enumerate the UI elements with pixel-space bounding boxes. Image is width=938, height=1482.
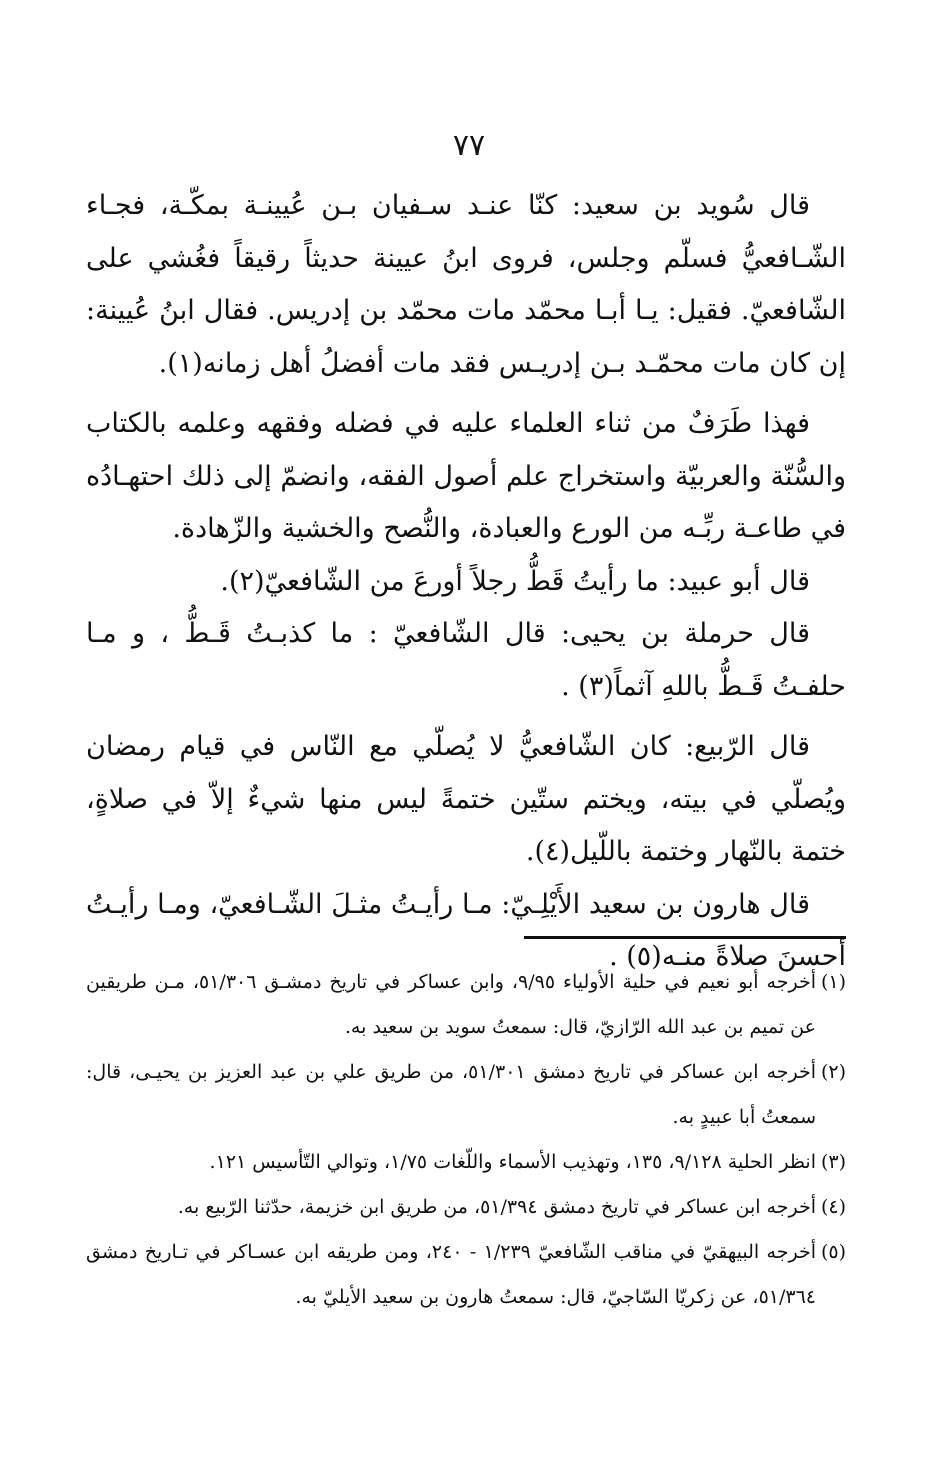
paragraph-4: قال حرملة بن يحيى: قال الشّافعيّ : ما كذبـتُ قَـطُّ ، و مـا حلفـتُ قَـطُّ باللهِ آثماً(٣) . — [86, 618, 846, 702]
paragraph-2: فهذا طَرَفٌ من ثناء العلماء عليه في فضله وفقهه وعلمه بالكتاب والسُّنّة والعربيّة واستخراج علم أصول الفقه، وانضمّ إلى ذلك احتهـادُه في طاعـة ربِّـه من الورع والعبادة، والنُّصح والخشية والزّهادة. — [86, 408, 846, 544]
paragraph-5: قال الرّبيع: كان الشّافعيُّ لا يُصلّي مع النّاس في قيام رمضان ويُصلّي في بيته، ويختم ستّين ختمةً ليس منها شيءٌ إلاّ في صلاةٍ، ختمة بالنّهار وختمة باللّيل(٤). — [86, 731, 846, 867]
footnote-text: أخرجه البيهقيّ في مناقب الشّافعيّ ١/٢٣٩ - ٢٤٠، ومن طريقه ابن عسـاكر في تـاريخ دمشق ٥١/٣٦٤، عن زكريّا السّاجيّ، قال: سمعتُ هارون بن سعيد الأيليّ به. — [86, 1241, 816, 1308]
footnote-number: (١) — [820, 971, 846, 993]
footnote-text: انظر الحلية ٩/١٢٨، ١٣٥، وتهذيب الأسماء واللّغات ١/٧٥، وتوالي التّأسيس ١٢١. — [209, 1151, 816, 1173]
paragraph-3: قال أبو عبيد: ما رأيتُ قَطُّ رجلاً أورعَ من الشّافعيّ(٢). — [220, 565, 810, 597]
main-text — [86, 180, 846, 984]
footnote-number: (٢) — [820, 1061, 846, 1083]
page-number: ٧٧ — [452, 128, 486, 163]
footnote-text: أخرجه ابن عساكر في تاريخ دمشق ٥١/٣٩٤، من طريق ابن خزيمة، حدّثنا الرّبيع به. — [177, 1196, 816, 1218]
footnote-4 — [86, 1185, 846, 1230]
footnote-number: (٥) — [820, 1241, 846, 1263]
footnote-1 — [86, 960, 846, 1050]
paragraph-6: قال هارون بن سعيد الأَيْلِـيّ: مـا رأيـتُ مثـلَ الشّـافعيّ، ومـا رأيـتُ أحسنَ صلاةً منـه(٥) . — [86, 888, 846, 972]
paragraph-1: قال سُويد بن سعيد: كنّا عنـد سـفيان بـن عُيينـة بمكّـة، فجـاء الشّـافعيُّ فسلّم وجلس، فروى ابنُ عيينة حديثاً رقيقاً فغُشي على الشّافعيّ. فقيل: يـا أبـا محمّد مات محمّد بن إدريس. فقال ابنُ عُيينة: إن كان مات محمّـد بـن إدريـس فقد مات أفضلُ أهل زمانه(١). — [86, 190, 846, 379]
footnote-3 — [86, 1140, 846, 1185]
footnote-5 — [86, 1230, 846, 1320]
footnote-separator — [524, 936, 846, 939]
footnote-2 — [86, 1050, 846, 1140]
footnote-text: أخرجه ابن عساكر في تاريخ دمشق ٥١/٣٠١، من طريق علي بن عبد العزيز بن يحيـى، قال: سمعتُ أبا عبيدٍ به. — [86, 1061, 817, 1128]
footnote-number: (٤) — [820, 1196, 846, 1218]
footnotes — [86, 960, 846, 1320]
footnote-text: أخرجه أبو نعيم في حلية الأولياء ٩/٩٥، وابن عساكر في تاريخ دمشـق ٥١/٣٠٦، مـن طريقين عن تميم بن عبد الله الرّازيّ، قال: سمعتُ سويد بن سعيد به. — [86, 971, 816, 1038]
footnote-number: (٣) — [820, 1151, 846, 1173]
